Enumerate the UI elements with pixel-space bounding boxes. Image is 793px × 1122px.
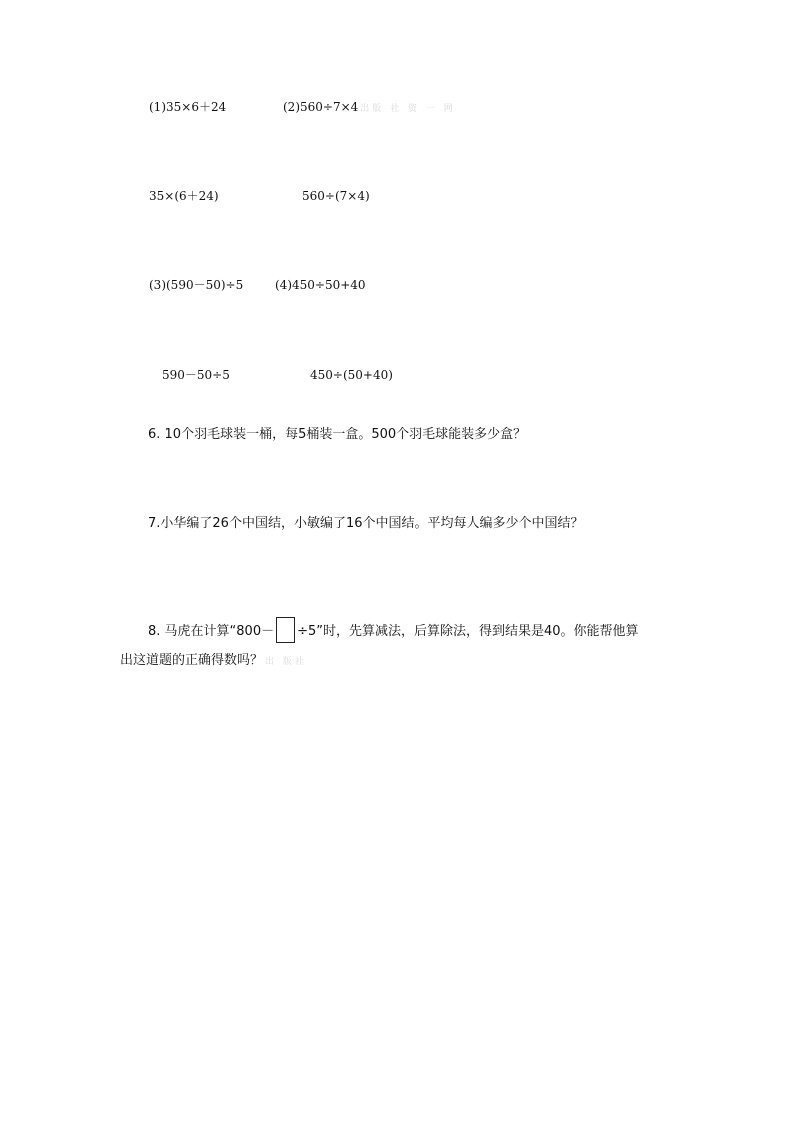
problem-4-compare: 450÷(50+40) [310,368,393,382]
question-8-text-c: 出这道题的正确得数吗？ [120,653,264,668]
problem-3: (3)(590－50)÷5 [149,278,244,292]
question-8-line-1 [148,617,639,643]
problem-1: (1)35×6＋24 [149,100,227,114]
question-8-text-b: ÷5”时，先算减法，后算除法，得到结果是40。你能帮他算 [297,624,639,639]
problem-3-compare: 590－50÷5 [162,368,230,382]
watermark-text-2: 出 版社 [265,657,307,667]
question-6: 6. 10个羽毛球装一桶，每5桶装一盒。500个羽毛球能装多少盒？ [148,427,527,442]
problem-2-compare: 560÷(7×4) [302,189,370,203]
answer-blank-box [276,617,295,643]
problem-2-text: (2)560÷7×4 [283,100,359,114]
question-8-text-a: 8. 马虎在计算“800－ [148,624,275,639]
problem-1-compare: 35×(6＋24) [149,189,219,203]
question-8-line-2 [120,653,307,670]
question-7: 7.小华编了26个中国结，小敏编了16个中国结。平均每人编多少个中国结？ [148,516,584,531]
problem-2 [283,99,456,117]
watermark-text: 出版 社 资 一 网 [360,104,456,114]
problem-4: (4)450÷50+40 [275,278,366,292]
